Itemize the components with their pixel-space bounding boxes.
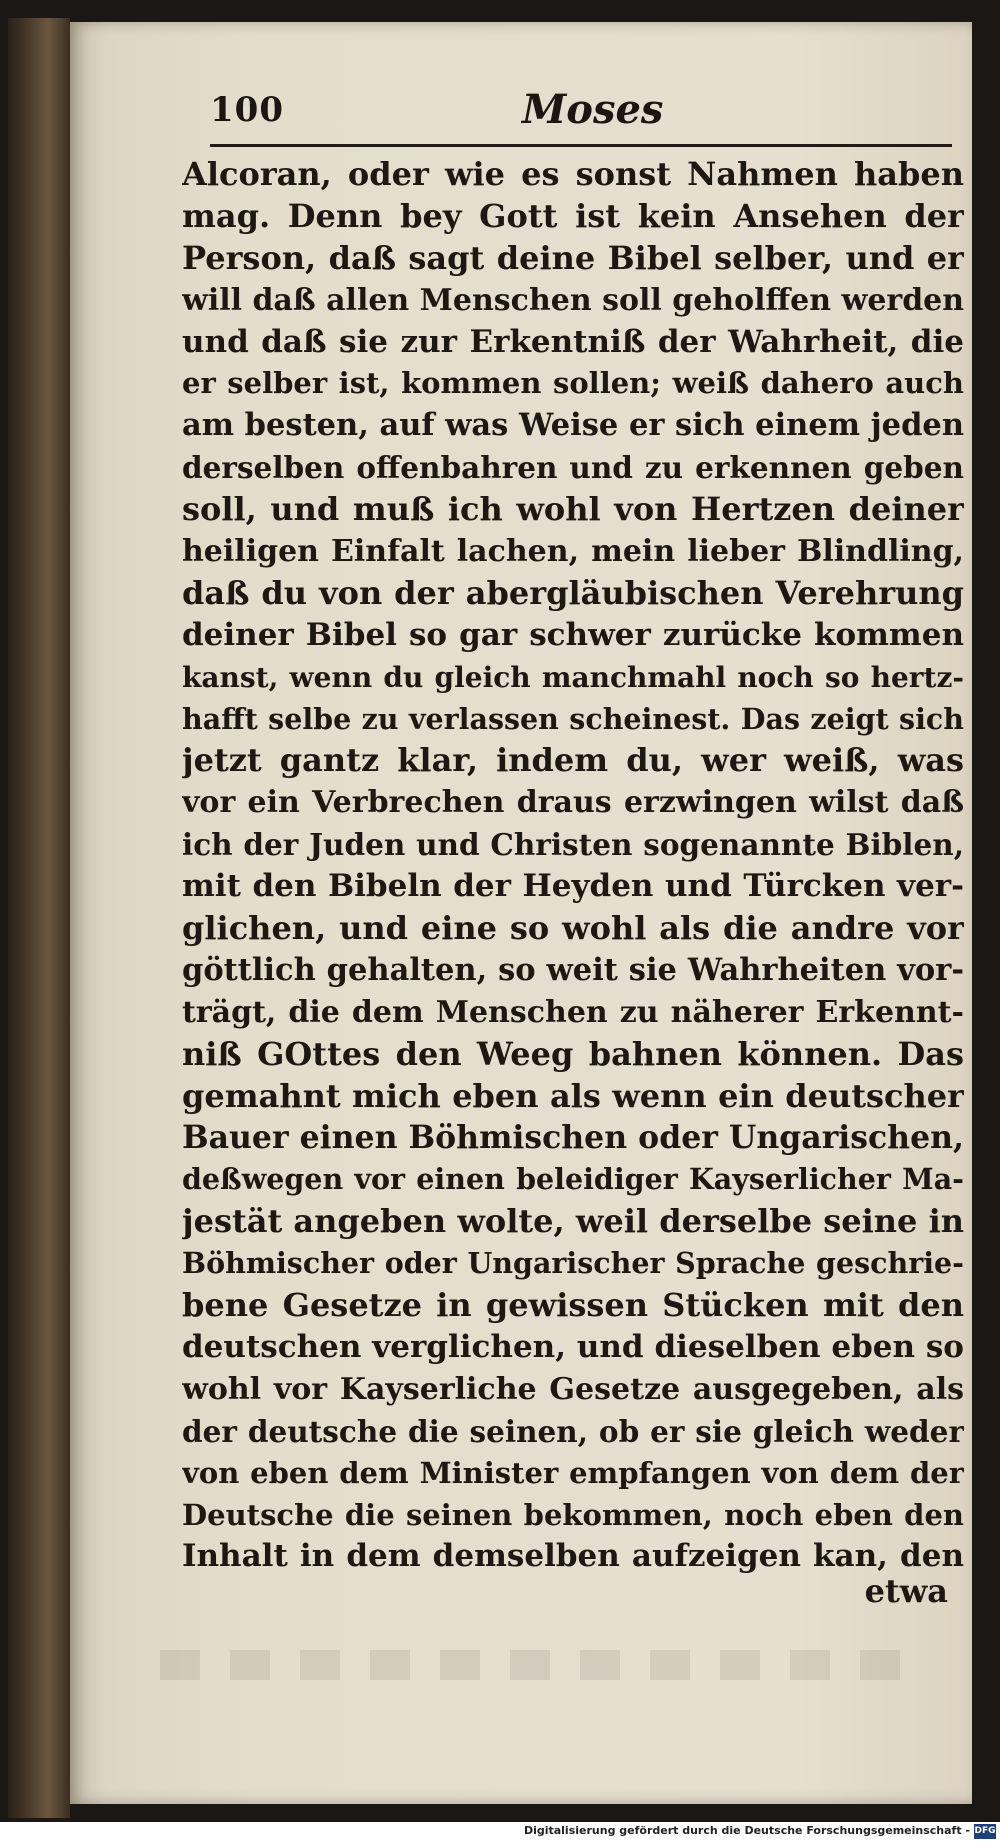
text-line: vor ein Verbrechen draus erzwingen wilst daß <box>182 785 964 821</box>
text-line: Böhmischer oder Ungarischer Sprache geschrie- <box>182 1246 964 1281</box>
text-line: bene Gesetze in gewissen Stücken mit den <box>182 1286 964 1325</box>
funding-credit: Digitalisierung gefördert durch die Deutsche Forschungsgemeinschaft - <box>523 1824 970 1837</box>
text-line: hafft selbe zu verlassen scheinest. Das zeigt sich <box>182 701 964 736</box>
text-line: Inhalt in dem demselben aufzeigen kan, den <box>182 1538 964 1575</box>
digitization-footer <box>0 1822 1000 1845</box>
text-line: Deutsche die seinen bekommen, noch eben den <box>182 1497 964 1532</box>
text-line: trägt, die dem Menschen zu näherer Erkennt- <box>182 994 964 1030</box>
text-line: deßwegen vor einen beleidiger Kayserlicher Ma- <box>182 1162 964 1197</box>
book-spine <box>8 18 70 1818</box>
text-line: göttlich gehalten, so weit sie Wahrheiten vor- <box>182 951 964 988</box>
ink-bleed-through <box>160 1650 920 1680</box>
text-line: daß du von der abergläubischen Verehrung <box>182 573 964 612</box>
text-line: gemahnt mich eben als wenn ein deutscher <box>182 1076 964 1115</box>
text-line: kanst, wenn du gleich manchmahl noch so hertz- <box>182 660 964 694</box>
text-line: Alcoran, oder wie es sonst Nahmen haben <box>182 155 964 193</box>
page-header <box>210 86 952 146</box>
body-text <box>182 154 964 1578</box>
page-number: 100 <box>210 90 284 130</box>
text-line: niß GOttes den Weeg bahnen können. Das <box>182 1034 964 1073</box>
text-line: und daß sie zur Erkentniß der Wahrheit, die <box>182 323 964 360</box>
text-line: deutschen verglichen, und dieselben eben so <box>182 1328 964 1365</box>
text-line: jetzt gantz klar, indem du, wer weiß, was <box>182 741 964 780</box>
text-line: derselben offenbahren und zu erkennen geben <box>182 450 964 486</box>
dfg-logo-icon: DFG <box>974 1824 996 1839</box>
text-line: Bauer einen Böhmischen oder Ungarischen, <box>182 1119 964 1157</box>
text-line: mit den Bibeln der Heyden und Türcken ver- <box>182 868 964 905</box>
header-rule <box>210 144 952 147</box>
text-line: Person, daß sagt deine Bibel selber, und er <box>182 238 964 277</box>
text-line: mag. Denn bey Gott ist kein Ansehen der <box>182 196 964 235</box>
catchword-row <box>182 1572 948 1610</box>
text-line: soll, und muß ich wohl von Hertzen deiner <box>182 490 964 529</box>
text-line: der deutsche die seinen, ob er sie gleich weder <box>182 1413 964 1449</box>
text-line: jestät angeben wolte, weil derselbe seine in <box>182 1202 964 1241</box>
text-line: von eben dem Minister empfangen von dem der <box>182 1455 964 1490</box>
catchword: etwa <box>864 1572 948 1610</box>
text-line: wohl vor Kayserliche Gesetze ausgegeben, als <box>182 1371 964 1407</box>
running-head: Moses <box>522 86 664 133</box>
text-line: glichen, und eine so wohl als die andre vor <box>182 909 964 948</box>
text-line: will daß allen Menschen soll geholffen werden <box>182 282 964 318</box>
text-line: am besten, auf was Weise er sich einem jeden <box>182 407 964 444</box>
text-line: er selber ist, kommen sollen; weiß dahero auch <box>182 366 964 401</box>
text-line: deiner Bibel so gar schwer zurücke kommen <box>182 616 964 653</box>
text-line: heiligen Einfalt lachen, mein lieber Blindling, <box>182 534 964 570</box>
text-line: ich der Juden und Christen sogenannte Biblen, <box>182 827 964 863</box>
